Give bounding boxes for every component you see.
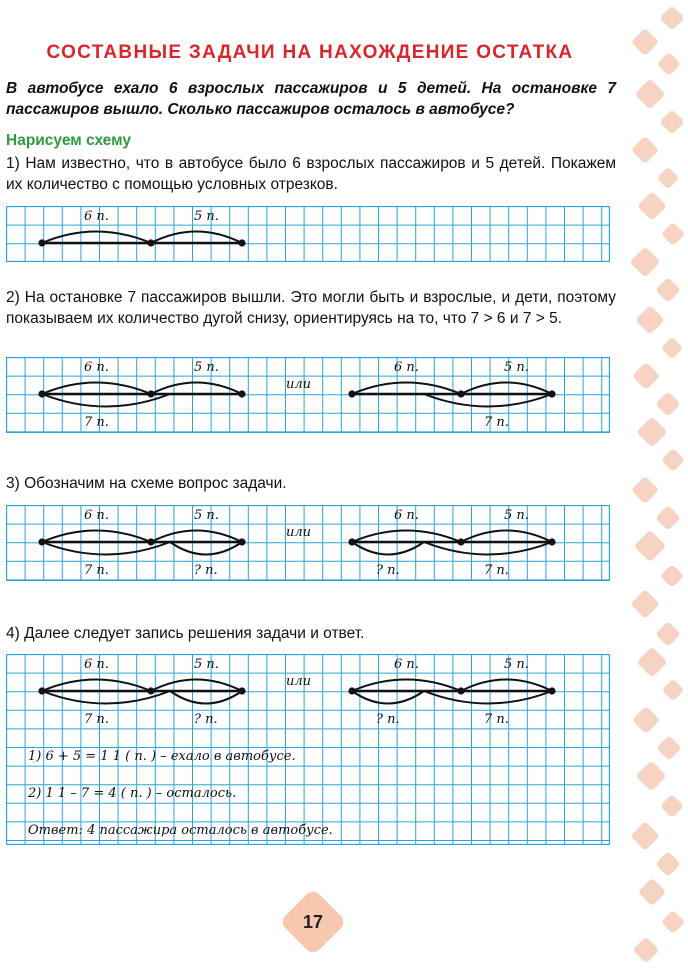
decor-diamond bbox=[657, 52, 681, 76]
point bbox=[457, 538, 464, 545]
or-label: или bbox=[286, 674, 312, 689]
label-6: 6 п. bbox=[84, 657, 109, 672]
label-5: 5 п. bbox=[504, 360, 529, 375]
point bbox=[38, 239, 45, 246]
or-label: или bbox=[286, 377, 312, 392]
decor-diamond bbox=[660, 564, 684, 588]
point bbox=[147, 390, 154, 397]
point bbox=[548, 538, 555, 545]
decor-diamond bbox=[657, 167, 680, 190]
label-6: 6 п. bbox=[84, 209, 109, 224]
or-label: или bbox=[286, 525, 312, 540]
arc-5-top bbox=[151, 232, 242, 244]
label-question: ? п. bbox=[376, 712, 400, 727]
point bbox=[38, 687, 45, 694]
decor-diamond bbox=[656, 735, 681, 760]
decor-diamond bbox=[635, 760, 666, 791]
arc-6-top bbox=[352, 383, 461, 395]
solution-step-2: 2) 1 1 – 7 = 4 ( п. ) – осталось. bbox=[28, 786, 237, 801]
label-6: 6 п. bbox=[394, 508, 419, 523]
step-3-text: 3) Обозначим на схеме вопрос задачи. bbox=[6, 475, 287, 492]
point bbox=[238, 538, 245, 545]
point bbox=[238, 239, 245, 246]
decor-diamond bbox=[661, 222, 685, 246]
decor-diamond bbox=[632, 706, 660, 734]
point bbox=[348, 687, 355, 694]
label-5: 5 п. bbox=[194, 360, 219, 375]
point bbox=[238, 687, 245, 694]
arc-question-bottom bbox=[170, 542, 242, 555]
label-7: 7 п. bbox=[84, 712, 109, 727]
decor-diamond bbox=[655, 505, 680, 530]
arc-7-bottom bbox=[424, 542, 552, 555]
label-6: 6 п. bbox=[394, 657, 419, 672]
arc-6-top bbox=[352, 680, 461, 692]
scheme-grid-3 bbox=[6, 505, 610, 581]
label-5: 5 п. bbox=[504, 657, 529, 672]
arc-5-top bbox=[151, 680, 242, 692]
arc-6-top bbox=[352, 531, 461, 543]
decor-diamond bbox=[629, 246, 660, 277]
step-4-text: 4) Далее следует запись решения задачи и ответ. bbox=[6, 625, 365, 642]
label-5: 5 п. bbox=[194, 657, 219, 672]
point bbox=[147, 538, 154, 545]
point bbox=[38, 390, 45, 397]
label-7: 7 п. bbox=[84, 415, 109, 430]
arc-6-top bbox=[42, 531, 151, 543]
arc-7-bottom bbox=[424, 691, 552, 704]
decor-diamond bbox=[636, 416, 667, 447]
point bbox=[457, 390, 464, 397]
label-5: 5 п. bbox=[194, 508, 219, 523]
decor-diamond bbox=[655, 277, 680, 302]
decor-diamond bbox=[631, 476, 659, 504]
arc-5-top bbox=[151, 383, 242, 395]
scheme-grid-4 bbox=[6, 654, 610, 845]
point bbox=[348, 390, 355, 397]
solution-step-1: 1) 6 + 5 = 1 1 ( п. ) – ехало в автобусе. bbox=[28, 749, 296, 764]
arc-6-top bbox=[42, 383, 151, 395]
step-2-text: 2) На остановке 7 пассажиров вышли. Это могли быть и взрослые, и дети, поэтому показываем их количество дугой снизу, ориентируясь на то, что 7 > 6 и 7 > 5. bbox=[6, 289, 616, 327]
decor-diamond bbox=[662, 679, 685, 702]
decor-diamond bbox=[661, 337, 684, 360]
arc-7-bottom bbox=[424, 394, 552, 407]
label-5: 5 п. bbox=[194, 209, 219, 224]
decor-diamond bbox=[660, 794, 684, 818]
label-7: 7 п. bbox=[484, 415, 509, 430]
decor-diamond bbox=[659, 109, 684, 134]
decor-diamond bbox=[634, 530, 667, 563]
arc-5-top bbox=[461, 383, 552, 395]
label-question: ? п. bbox=[376, 563, 400, 578]
decor-diamond bbox=[637, 191, 667, 221]
label-6: 6 п. bbox=[84, 360, 109, 375]
decor-diamond bbox=[661, 910, 685, 934]
label-7: 7 п. bbox=[484, 712, 509, 727]
arc-question-bottom bbox=[352, 542, 424, 555]
decor-diamond bbox=[633, 937, 660, 964]
arc-question-bottom bbox=[352, 691, 424, 704]
point bbox=[457, 687, 464, 694]
decor-diamond bbox=[638, 878, 666, 906]
point bbox=[548, 390, 555, 397]
label-6: 6 п. bbox=[84, 508, 109, 523]
arc-question-bottom bbox=[170, 691, 242, 704]
scheme-grid-1 bbox=[6, 206, 610, 262]
point bbox=[348, 538, 355, 545]
arc-5-top bbox=[461, 680, 552, 692]
point bbox=[38, 538, 45, 545]
decor-diamond bbox=[655, 621, 680, 646]
decor-diamond bbox=[634, 78, 665, 109]
label-question: ? п. bbox=[194, 563, 218, 578]
label-question: ? п. bbox=[194, 712, 218, 727]
label-6: 6 п. bbox=[394, 360, 419, 375]
page-title: СОСТАВНЫЕ ЗАДАЧИ НА НАХОЖДЕНИЕ ОСТАТКА bbox=[46, 42, 574, 63]
label-7: 7 п. bbox=[84, 563, 109, 578]
point bbox=[238, 390, 245, 397]
scheme-grid-2 bbox=[6, 357, 610, 433]
decor-diamond bbox=[655, 391, 680, 416]
label-7: 7 п. bbox=[484, 563, 509, 578]
label-5: 5 п. bbox=[504, 508, 529, 523]
point bbox=[548, 687, 555, 694]
page-number: 17 bbox=[302, 912, 324, 932]
answer: Ответ: 4 пассажира осталось в автобусе. bbox=[28, 823, 333, 838]
decor-diamond bbox=[630, 821, 660, 851]
step-1-text: 1) Нам известно, что в автобусе было 6 взрослых пассажиров и 5 детей. Покажем их количество с помощью условных отрезков. bbox=[6, 155, 616, 193]
decor-diamond bbox=[636, 646, 667, 677]
section-subtitle: Нарисуем схему bbox=[6, 132, 131, 149]
decor-diamond bbox=[631, 136, 659, 164]
decor-diamond bbox=[635, 305, 665, 335]
arc-6-top bbox=[42, 680, 151, 692]
point bbox=[147, 687, 154, 694]
decor-diamond bbox=[659, 5, 684, 30]
decor-diamond bbox=[631, 28, 659, 56]
point bbox=[147, 239, 154, 246]
decor-diamond bbox=[630, 589, 660, 619]
arc-5-top bbox=[151, 531, 242, 543]
decor-diamond bbox=[655, 851, 680, 876]
arc-6-top bbox=[42, 232, 151, 244]
decor-diamond bbox=[661, 448, 685, 472]
decor-diamond bbox=[632, 362, 660, 390]
arc-5-top bbox=[461, 531, 552, 543]
problem-statement: В автобусе ехало 6 взрослых пассажиров и 5 детей. На остановке 7 пассажиров вышло. Сколько пассажиров осталось в автобусе? bbox=[6, 80, 616, 118]
